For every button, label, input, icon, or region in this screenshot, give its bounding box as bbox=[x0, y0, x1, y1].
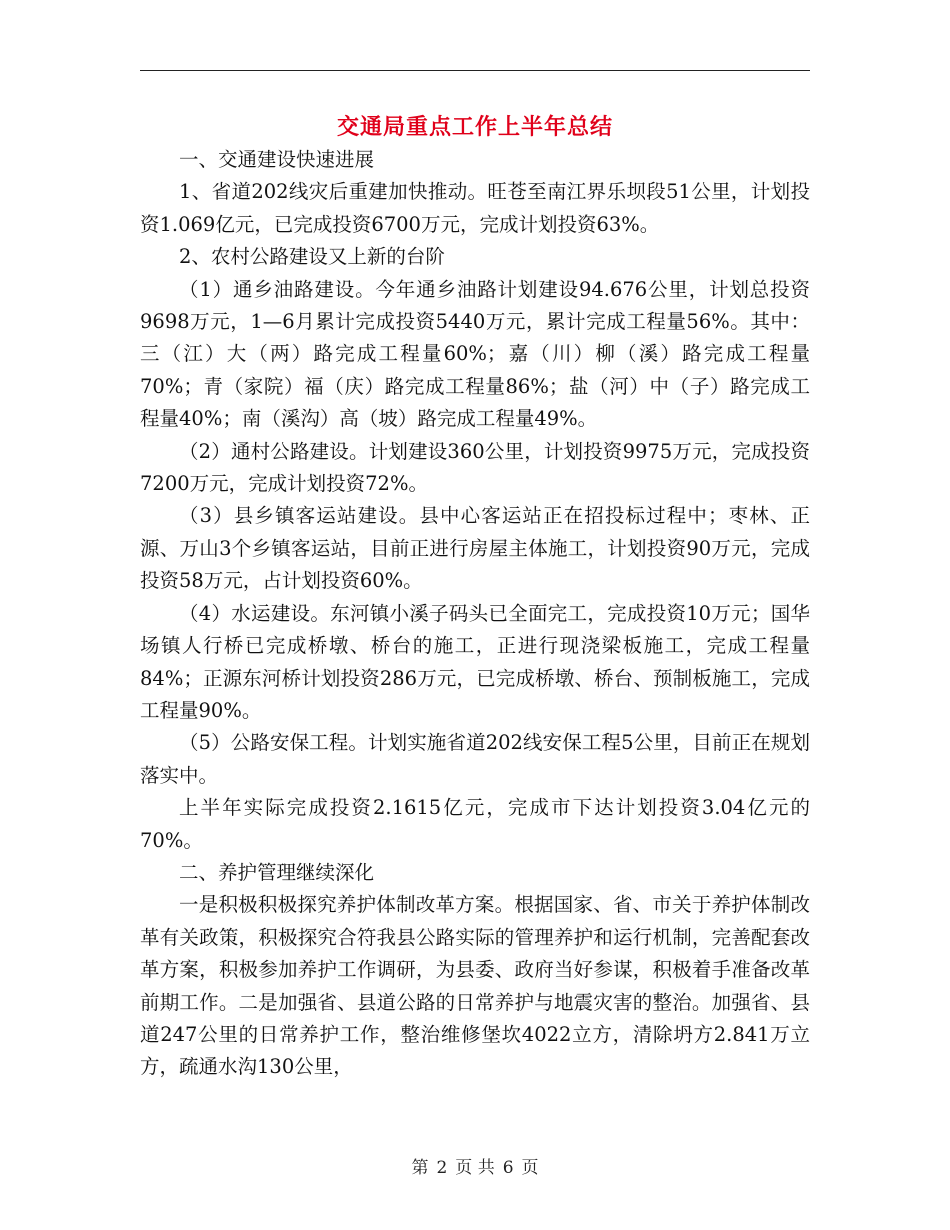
paragraph: 一是积极积极探究养护体制改革方案。根据国家、省、市关于养护体制改革有关政策，积极探究合符我县公路实际的管理养护和运行机制，完善配套改革方案，积极参加养护工作调研，为县委、政府当好参谋，积极着手准备改革前期工作。二是加强省、县道公路的日常养护与地震灾害的整治。加强省、县道247公里的日常养护工作，整治维修堡坎4022立方，清除坍方2.841万立方，疏通水沟130公里， bbox=[140, 893, 810, 1079]
footer-suffix: 页 bbox=[521, 1158, 539, 1178]
footer-prefix: 第 bbox=[411, 1158, 429, 1178]
section-heading-2: 二、养护管理继续深化 bbox=[179, 860, 375, 884]
footer-middle: 页 共 bbox=[455, 1158, 495, 1178]
footer-page-number: 2 bbox=[436, 1158, 448, 1178]
paragraph: 上半年实际完成投资2.1615亿元，完成市下达计划投资3.04亿元的70%。 bbox=[140, 796, 810, 852]
document-title: 交通局重点工作上半年总结 bbox=[336, 114, 613, 140]
paragraph: （4）水运建设。东河镇小溪子码头已全面完工，完成投资10万元；国华场镇人行桥已完成桥墩、桥台的施工，正进行现浇梁板施工，完成工程量84%；正源东河桥计划投资286万元，已完成桥墩、桥台、预制板施工，完成工程量90%。 bbox=[140, 601, 810, 722]
paragraph: （1）通乡油路建设。今年通乡油路计划建设94.676公里，计划总投资9698万元，1—6月累计完成投资5440万元，累计完成工程量56%。其中：三（江）大（两）路完成工程量60%；嘉（川）柳（溪）路完成工程量70%；青（家院）福（庆）路完成工程量86%；盐（河）中（子）路完成工程量40%；南（溪沟）高（坡）路完成工程量49%。 bbox=[140, 277, 810, 431]
document-body bbox=[140, 144, 810, 1084]
footer-total-pages: 6 bbox=[502, 1158, 514, 1178]
subsection-heading: 2、农村公路建设又上新的台阶 bbox=[179, 245, 445, 269]
paragraph: 1、省道202线灾后重建加快推动。旺苍至南江界乐坝段51公里，计划投资1.069亿元，已完成投资6700万元，完成计划投资63%。 bbox=[140, 180, 810, 236]
paragraph: （3）县乡镇客运站建设。县中心客运站正在招投标过程中；枣林、正源、万山3个乡镇客运站，目前正进行房屋主体施工，计划投资90万元，完成投资58万元，占计划投资60%。 bbox=[140, 504, 810, 593]
header-rule bbox=[140, 70, 810, 71]
section-heading-1: 一、交通建设快速进展 bbox=[179, 148, 375, 171]
paragraph: （5）公路安保工程。计划实施省道202线安保工程5公里，目前正在规划落实中。 bbox=[140, 731, 810, 787]
page-footer bbox=[0, 1153, 950, 1178]
paragraph: （2）通村公路建设。计划建设360公里，计划投资9975万元，完成投资7200万元，完成计划投资72%。 bbox=[140, 439, 810, 496]
